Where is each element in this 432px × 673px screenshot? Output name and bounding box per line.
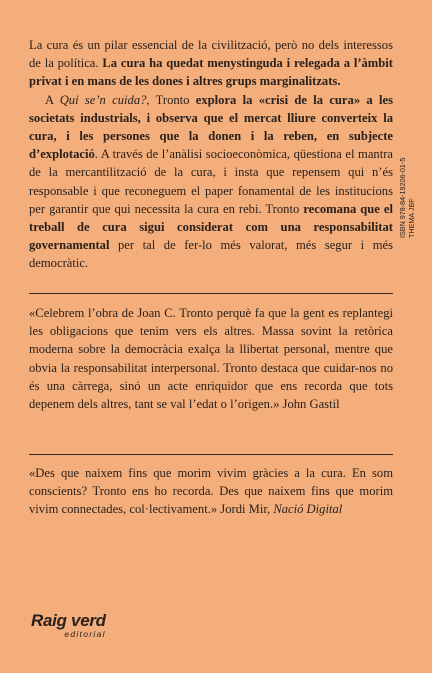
blurb-p2-bold-2: recomana que el treball de cura sigui considerat com una responsabilitat governamental — [29, 201, 393, 253]
quote-gastil-text: «Celebrem l’obra de Joan C. Tronto perquè fa que la gent es replantegi les obligacions que tenim vers els altres. Massa sovint la retòrica moderna sobre la democràcia exalça la llibertat personal, mentre que obvia la responsabilitat interpersonal. Tronto destaca que cuidar-nos no és una càrrega, sinó un acte enriquidor que ens recorda que tots depenem dels altres, tant se val l’edat o l’origen.» — [29, 306, 393, 412]
publisher-name: Raig verd — [31, 611, 106, 630]
blurb-p1-bold: La cura ha quedat menystinguda i relegada a l’àmbit privat i en mans de les dones i altres grups marginalitzats. — [29, 56, 393, 89]
quote-mir-source: Nació Digital — [273, 502, 343, 517]
blurb-p2-c: . A través de l’anàlisi socioeconòmica, qüestiona el mantra de la mercantilització de la cura, i insta que repensem qui n’és responsable i que reconeguem el paper fonamental de les institucions per garantir que qui necessita la cura en rebi. Tronto — [29, 147, 393, 216]
quote-gastil — [29, 304, 393, 413]
quote-mir-author: Jordi Mir, — [220, 502, 274, 517]
divider-top — [29, 293, 393, 294]
isbn-number: ISBN 978-84-19206-01-5 — [398, 157, 407, 238]
thema-code: THEMA JBF — [407, 198, 416, 238]
blurb-p2-b: , Tronto — [146, 92, 196, 107]
blurb-p2-a: A — [45, 92, 60, 107]
isbn-block — [398, 158, 416, 238]
blurb-p2-d: per tal de fer-lo més valorat, més segur i més democràtic. — [29, 238, 393, 271]
back-cover-blurb — [29, 36, 393, 273]
quote-gastil-author: John Gastil — [282, 397, 340, 412]
publisher-subtitle: editorial — [64, 629, 106, 639]
blurb-paragraph-2 — [29, 91, 393, 273]
blurb-p2-bold-1: explora la «crisi de la cura» a les societats industrials, i observa que el mercat lliure converteix la cura, i les persones que la donen i la reben, en subjecte d’explotació — [29, 92, 393, 162]
blurb-p1-text: La cura és un pilar essencial de la civilització, però no dels interessos de la política. — [29, 38, 393, 71]
book-title: Qui se’n cuida? — [59, 92, 147, 107]
publisher-logo — [31, 612, 106, 639]
quote-mir-text: «Des que naixem fins que morim vivim gràcies a la cura. En som conscients? Tronto ens ho recorda. Des que naixem fins que morim vivim connectades, col·lectivament.» — [29, 466, 393, 517]
divider-middle — [29, 454, 393, 455]
blurb-paragraph-1 — [29, 36, 393, 91]
quote-mir — [29, 464, 393, 519]
